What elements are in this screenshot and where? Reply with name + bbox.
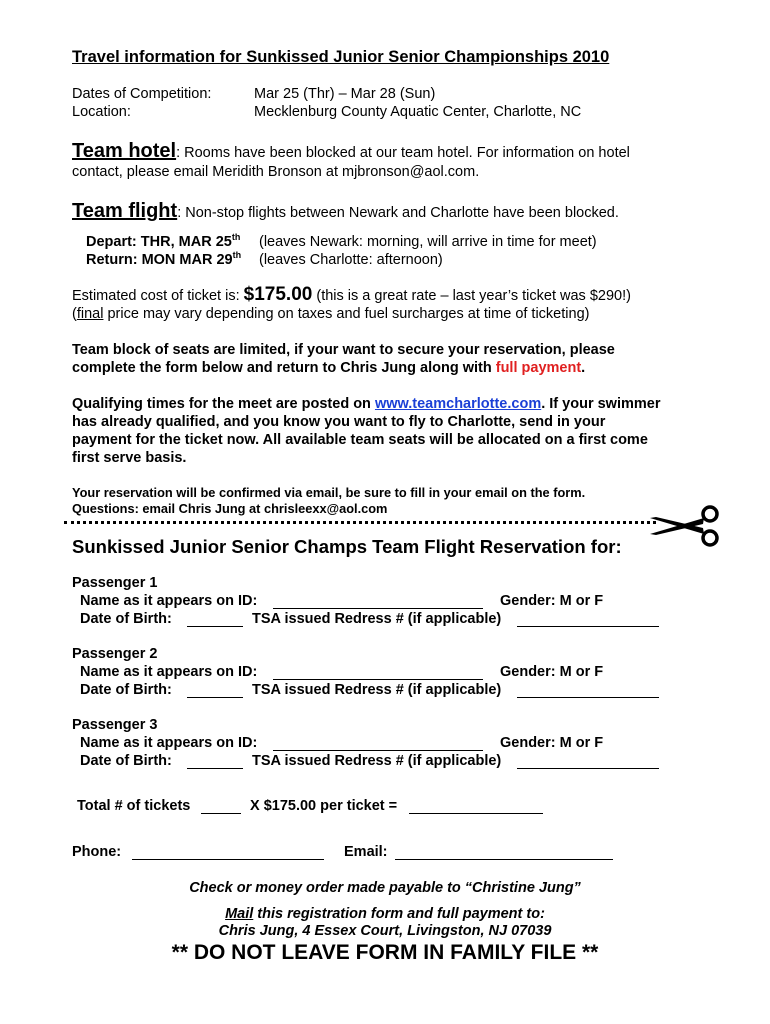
mail-rest: this registration form and full payment to: — [253, 906, 545, 922]
hotel-line1: : Rooms have been blocked at our team hotel. For information on hotel — [176, 145, 630, 161]
qualify-line1 — [72, 396, 660, 412]
mail-line — [0, 906, 770, 922]
tsa-label: TSA issued Redress # (if applicable) — [252, 682, 502, 698]
dob-label: Date of Birth: — [80, 682, 172, 698]
name-label: Name as it appears on ID: — [80, 593, 258, 609]
tsa-label: TSA issued Redress # (if applicable) — [252, 753, 502, 769]
qualify-line2: has already qualified, and you know you want to fly to Charlotte, send in your — [72, 414, 606, 430]
depart-note: (leaves Newark: morning, will arrive in time for meet) — [259, 234, 597, 250]
dob-label: Date of Birth: — [80, 611, 172, 627]
qualify-line1-prefix: Qualifying times for the meet are posted on — [72, 396, 375, 412]
confirm-line2: Questions: email Chris Jung at chrisleexx@aol.com — [72, 501, 388, 516]
gender-label: Gender: M or F — [500, 593, 604, 609]
location-value: Mecklenburg County Aquatic Center, Charlotte, NC — [254, 104, 582, 120]
email-label: Email: — [344, 844, 388, 860]
depart-sup: th — [231, 232, 241, 242]
cost-prefix: Estimated cost of ticket is: — [72, 288, 240, 304]
flight-line1: : Non-stop flights between Newark and Charlotte have been blocked. — [177, 205, 619, 221]
depart-row — [86, 234, 240, 250]
return-label: Return: MON MAR 29 — [86, 252, 233, 268]
tsa-field[interactable] — [517, 683, 659, 698]
block-line1: Team block of seats are limited, if your want to secure your reservation, please — [72, 342, 615, 358]
flight-heading: Team flight — [72, 200, 178, 222]
phone-label: Phone: — [72, 844, 122, 860]
qualify-line1-suffix: . If your swimmer — [541, 396, 661, 412]
mail-address: Chris Jung, 4 Essex Court, Livingston, NJ 07039 — [218, 923, 552, 939]
cut-line — [64, 521, 656, 524]
full-payment-text: full payment — [495, 360, 582, 376]
name-label: Name as it appears on ID: — [80, 735, 258, 751]
qualify-line4: first serve basis. — [72, 450, 187, 466]
cost-price: $175.00 — [243, 284, 313, 305]
tsa-field[interactable] — [517, 612, 659, 627]
return-note: (leaves Charlotte: afternoon) — [259, 252, 443, 268]
warning-banner: ** DO NOT LEAVE FORM IN FAMILY FILE ** — [171, 941, 599, 964]
passenger-title: Passenger 2 — [72, 646, 158, 662]
cost-note: (this is a great rate – last year’s ticket was $290!) — [316, 288, 631, 304]
name-field[interactable] — [273, 736, 483, 751]
dob-field[interactable] — [187, 754, 243, 769]
tickets-multiplier: X $175.00 per ticket = — [250, 798, 398, 814]
gender-label: Gender: M or F — [500, 664, 604, 680]
cost-final-rest: price may vary depending on taxes and fuel surcharges at time of ticketing) — [103, 306, 590, 322]
dob-field[interactable] — [187, 683, 243, 698]
tsa-field[interactable] — [517, 754, 659, 769]
cost-final-open: ( — [72, 306, 77, 322]
return-row — [86, 252, 241, 268]
dates-value: Mar 25 (Thr) – Mar 28 (Sun) — [254, 86, 436, 102]
location-label: Location: — [72, 104, 131, 120]
gender-label: Gender: M or F — [500, 735, 604, 751]
teamcharlotte-link[interactable]: www.teamcharlotte.com — [374, 396, 542, 412]
dates-label: Dates of Competition: — [72, 86, 212, 102]
block-line2-prefix: complete the form below and return to Chris Jung along with — [72, 360, 496, 376]
qualify-line3: payment for the ticket now. All available team seats will be allocated on a first come — [72, 432, 648, 448]
cost-row — [72, 284, 631, 306]
tickets-label: Total # of tickets — [77, 798, 191, 814]
name-field[interactable] — [273, 594, 483, 609]
email-field[interactable] — [395, 845, 613, 860]
return-sup: th — [232, 250, 242, 260]
scissors-icon — [648, 504, 722, 548]
tickets-total-field[interactable] — [409, 799, 543, 814]
block-line2 — [72, 360, 585, 376]
flight-section — [72, 200, 619, 223]
form-heading: Sunkissed Junior Senior Champs Team Flight Reservation for: — [72, 536, 622, 557]
payable-note: Check or money order made payable to “Christine Jung” — [189, 880, 581, 896]
mail-underlined: Mail — [225, 906, 254, 922]
passenger-title: Passenger 1 — [72, 575, 158, 591]
name-field[interactable] — [273, 665, 483, 680]
tickets-field[interactable] — [201, 799, 241, 814]
cost-final-underlined: final — [76, 306, 104, 322]
hotel-heading: Team hotel — [72, 140, 177, 162]
page-title: Travel information for Sunkissed Junior Senior Championships 2010 — [72, 48, 610, 66]
dob-field[interactable] — [187, 612, 243, 627]
passenger-title: Passenger 3 — [72, 717, 158, 733]
hotel-line2: contact, please email Meridith Bronson at mjbronson@aol.com. — [72, 164, 480, 180]
phone-field[interactable] — [132, 845, 324, 860]
tsa-label: TSA issued Redress # (if applicable) — [252, 611, 502, 627]
cost-final-row — [72, 306, 589, 322]
confirm-line1: Your reservation will be confirmed via email, be sure to fill in your email on the form. — [72, 485, 586, 500]
depart-label: Depart: THR, MAR 25 — [86, 234, 232, 250]
dob-label: Date of Birth: — [80, 753, 172, 769]
hotel-section — [72, 140, 630, 163]
block-line2-suffix: . — [581, 360, 586, 376]
name-label: Name as it appears on ID: — [80, 664, 258, 680]
